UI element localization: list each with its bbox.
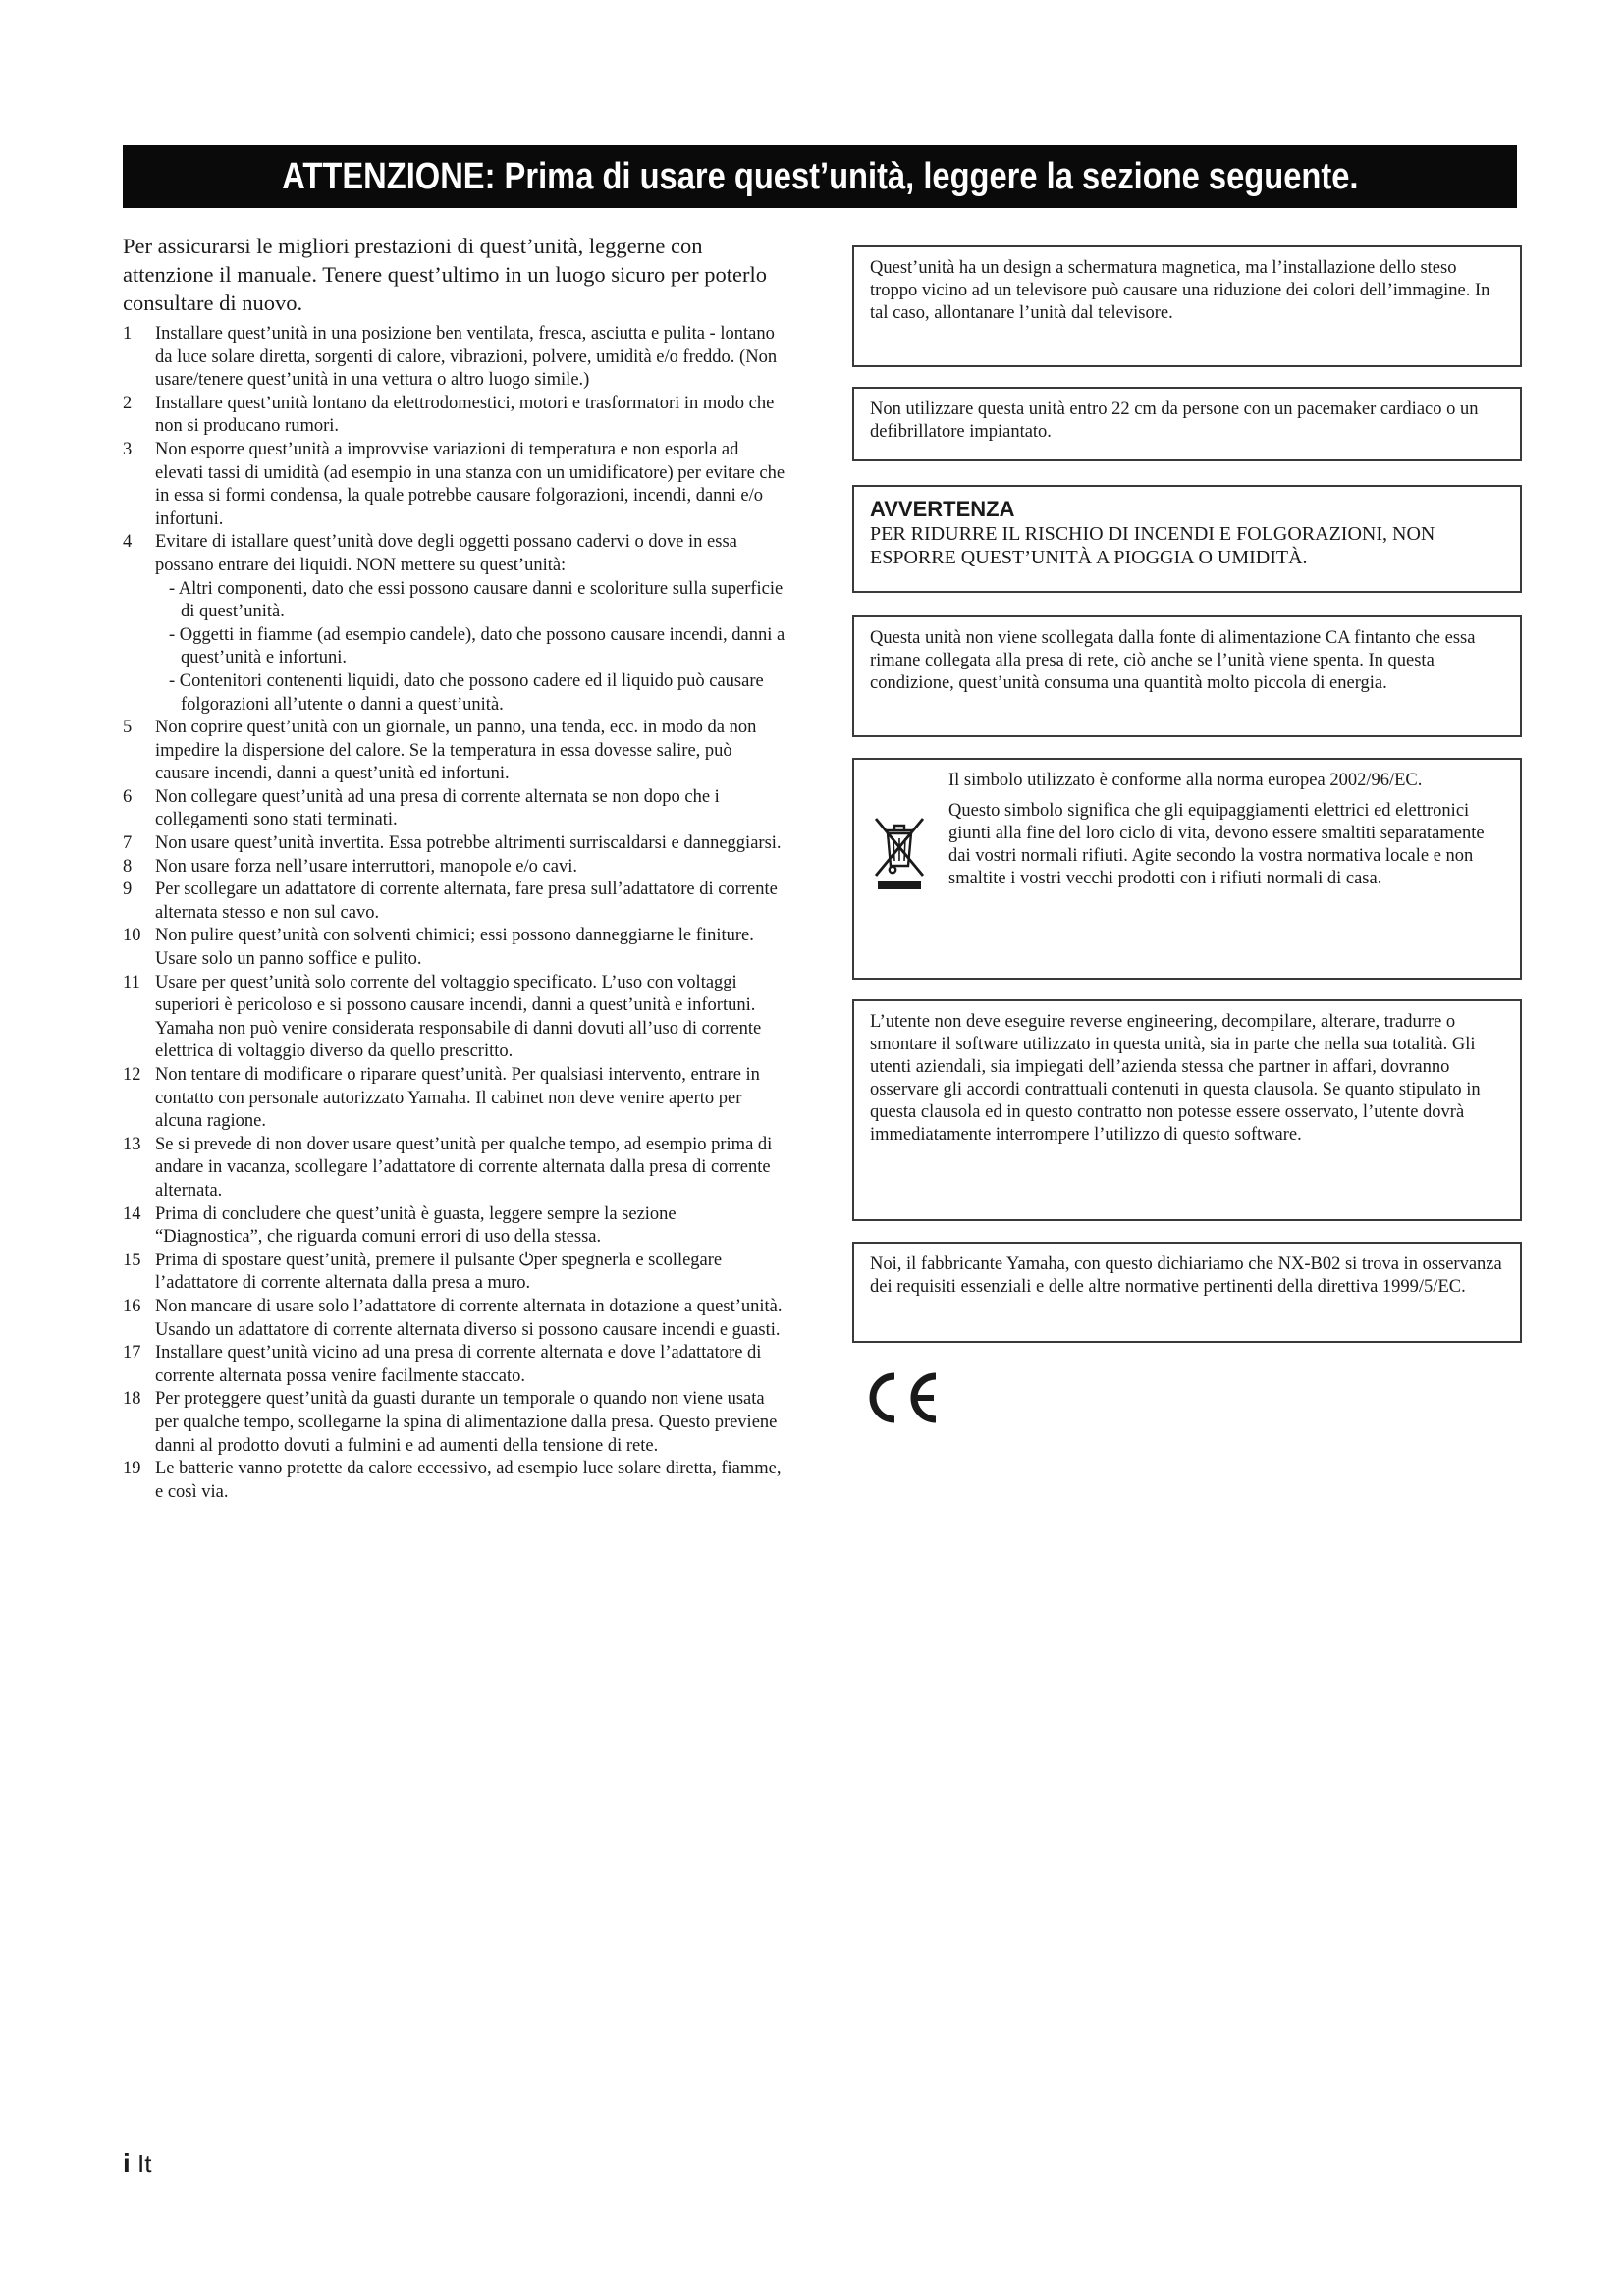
pacemaker-text: Non utilizzare questa unità entro 22 cm da persone con un pacemaker cardiaco o un defibrillatore impiantato. [870,400,1479,442]
crossed-bin-icon [872,815,927,893]
warning-title: AVVERTENZA [870,497,1015,521]
intro-paragraph: Per assicurarsi le migliori prestazioni di quest’unità, leggerne con attenzione il manuale. Tenere quest’ultimo in un luogo sicuro per poterlo consultare di nuovo. [123,234,767,315]
magnetic-shield-text: Quest’unità ha un design a schermatura magnetica, ma l’installazione dello steso troppo vicino ad un televisore può causare una riduzione dei colori dell’immagine. In tal caso, allontanare l’unità dal televisore. [870,258,1490,323]
weee-notice [852,758,1522,980]
page-title: ATTENZIONE: Prima di usare quest’unità, leggere la sezione seguente. [281,155,1359,197]
sub-list-item: - Oggetti in fiamme (ad esempio candele), dato che possono causare incendi, danni a quest’unità e infortuni. [169,624,785,668]
weee-text-block [948,770,1504,890]
page-number: i It [123,2148,152,2178]
power-notice [852,615,1522,737]
list-item: 9 Per scollegare un adattatore di corrente alternata, fare presa sull’adattatore di corrente alternata stesso e non sul cavo. [123,880,778,923]
ce-mark-icon [859,1366,942,1429]
list-item: 15 Prima di spostare quest’unità, premere il pulsante ⏻per spegnerla e scollegare l’adattatore di corrente alternata dalla presa a muro. [123,1250,723,1294]
list-item: 10 Non pulire quest’unità con solventi chimici; essi possono danneggiarne le finiture. Usare solo un panno soffice e pulito. [123,926,754,970]
list-item: 2 Installare quest’unità lontano da elettrodomestici, motori e trasformatori in modo che non si producano rumori. [123,393,775,437]
list-item: 1 Installare quest’unità in una posizione ben ventilata, fresca, asciutta e pulita - lontano da luce solare diretta, sorgenti di calore, vibrazioni, polvere, umidità e/o freddo. (Non usare/tenere quest’unità in una vettura o altro luogo simile.) [123,324,778,391]
warning-text: PER RIDURRE IL RISCHIO DI INCENDI E FOLGORAZIONI, NON ESPORRE QUEST’UNITÀ A PIOGGIA O UMIDITÀ. [870,523,1435,568]
list-item: 5 Non coprire quest’unità con un giornale, un panno, una tenda, ecc. in modo da non impedire la dispersione del calore. Se la temperatura in essa dovesse salire, può causare incendi, danni a quest’unità ed infortuni. [123,718,757,784]
instruction-list [123,323,786,1504]
power-text: Questa unità non viene scollegata dalla fonte di alimentazione CA fintanto che essa rimane collegata alla presa di rete, ciò anche se l’unità viene spenta. In questa condizione, quest’unità consuma una quantità molto piccola di energia. [870,628,1476,693]
magnetic-shield-notice [852,245,1522,367]
list-item: 16 Non mancare di usare solo l’adattatore di corrente alternata in dotazione a quest’unità. Usando un adattatore di corrente alternata diverso si possono causare incendi e guasti. [123,1296,783,1340]
list-item: 14 Prima di concludere che quest’unità è guasta, leggere sempre la sezione “Diagnostica”, che riguarda comuni errori di uso della stessa. [123,1203,677,1248]
list-item: 8 Non usare forza nell’usare interruttori, manopole e/o cavi. [123,856,577,877]
page-title-banner [123,145,1517,208]
weee-disposal-text: Questo simbolo significa che gli equipaggiamenti elettrici ed elettronici giunti alla fine del loro ciclo di vita, devono essere smaltiti separatamente dai vostri normali rifiuti. Agite secondo la vostra normativa locale e non smaltite i vostri vecchi prodotti con i rifiuti normali di casa. [948,801,1485,888]
list-item: 13 Se si prevede di non dover usare quest’unità per qualche tempo, ad esempio prima di andare in vacanza, scollegare l’adattatore di corrente alternata dalla presa di corrente alternata. [123,1134,773,1201]
pacemaker-notice [852,387,1522,461]
warning-box [852,485,1522,593]
sub-list [155,578,786,718]
list-item: 4 Evitare di istallare quest’unità dove degli oggetti possano cadervi o dove in essa possano entrare dei liquidi. NON mettere su quest’unità: - Altri componenti, dato che essi possono causare danni e scoloriture sulla superficie di quest’unità. - Oggetti in fiamme (ad esempio candele), dato che possono causare incendi, danni a quest’unità e infortuni. - Contenitori contenenti liquidi, dato che possono cadere ed il liquido può causare folgorazioni all’utente o danni a quest’unità. [123,531,786,717]
software-notice [852,999,1522,1221]
sub-list-item: - Altri componenti, dato che essi possono causare danni e scoloriture sulla superficie di quest’unità. [169,578,784,622]
weee-symbol-text: Il simbolo utilizzato è conforme alla norma europea 2002/96/EC. [948,771,1423,790]
declaration-notice [852,1242,1522,1343]
list-item: 18 Per proteggere quest’unità da guasti durante un temporale o quando non viene usata per qualche tempo, scollegarne la spina di alimentazione dalla presa. Questo previene danni al prodotto dovuti a fulmini e ad aumenti della tensione di rete. [123,1389,778,1456]
list-item: 19 Le batterie vanno protette da calore eccessivo, ad esempio luce solare diretta, fiamme, e così via. [123,1459,782,1502]
list-item: 6 Non collegare quest’unità ad una presa di corrente alternata se non dopo che i collegamenti sono stati terminati. [123,786,720,830]
declaration-text: Noi, il fabbricante Yamaha, con questo dichiariamo che NX-B02 si trova in osservanza dei requisiti essenziali e delle altre normative pertinenti della direttiva 1999/5/EC. [870,1255,1502,1297]
software-text: L’utente non deve eseguire reverse engineering, decompilare, alterare, tradurre o smontare il software utilizzato in questa unità, sia in parte che nella sua totalità. Gli utenti aziendali, sia impiegati dell’azienda stessa che partner in affari, dovranno osservare gli accordi contrattuali contenuti in questa clausola. Se quanto stipulato in questa clausola ed in questo contratto non potesse essere osservato, l’utente dovrà immediatamente interrompere l’utilizzo di questo software. [870,1012,1481,1145]
sub-list-item: - Contenitori contenenti liquidi, dato che possono cadere ed il liquido può causare folgorazioni all’utente o danni a quest’unità. [169,670,764,715]
safety-instructions [123,232,786,1504]
list-item: 17 Installare quest’unità vicino ad una presa di corrente alternata e dove l’adattatore di corrente alternata possa venire facilmente staccato. [123,1343,762,1386]
list-item: 3 Non esporre quest’unità a improvvise variazioni di temperatura e non esporla ad elevati tassi di umidità (ad esempio in una stanza con un umidificatore) per evitare che in essa si formi condensa, la quale potrebbe causare folgorazioni, incendi, danni e/o infortuni. [123,439,785,529]
list-item: 12 Non tentare di modificare o riparare quest’unità. Per qualsiasi intervento, entrare in contatto con personale autorizzato Yamaha. Il cabinet non deve venire aperto per alcuna ragione. [123,1065,760,1132]
list-item: 7 Non usare quest’unità invertita. Essa potrebbe altrimenti surriscaldarsi e danneggiarsi. [123,833,782,854]
list-item: 11 Usare per quest’unità solo corrente del voltaggio specificato. L’uso con voltaggi superiori è pericoloso e si possono causare incendi, danni a quest’unità e infortuni. Yamaha non può venire considerata responsabile di danni dovuti all’uso di corrente elettrica di voltaggio diverso da quello prescritto. [123,972,762,1062]
